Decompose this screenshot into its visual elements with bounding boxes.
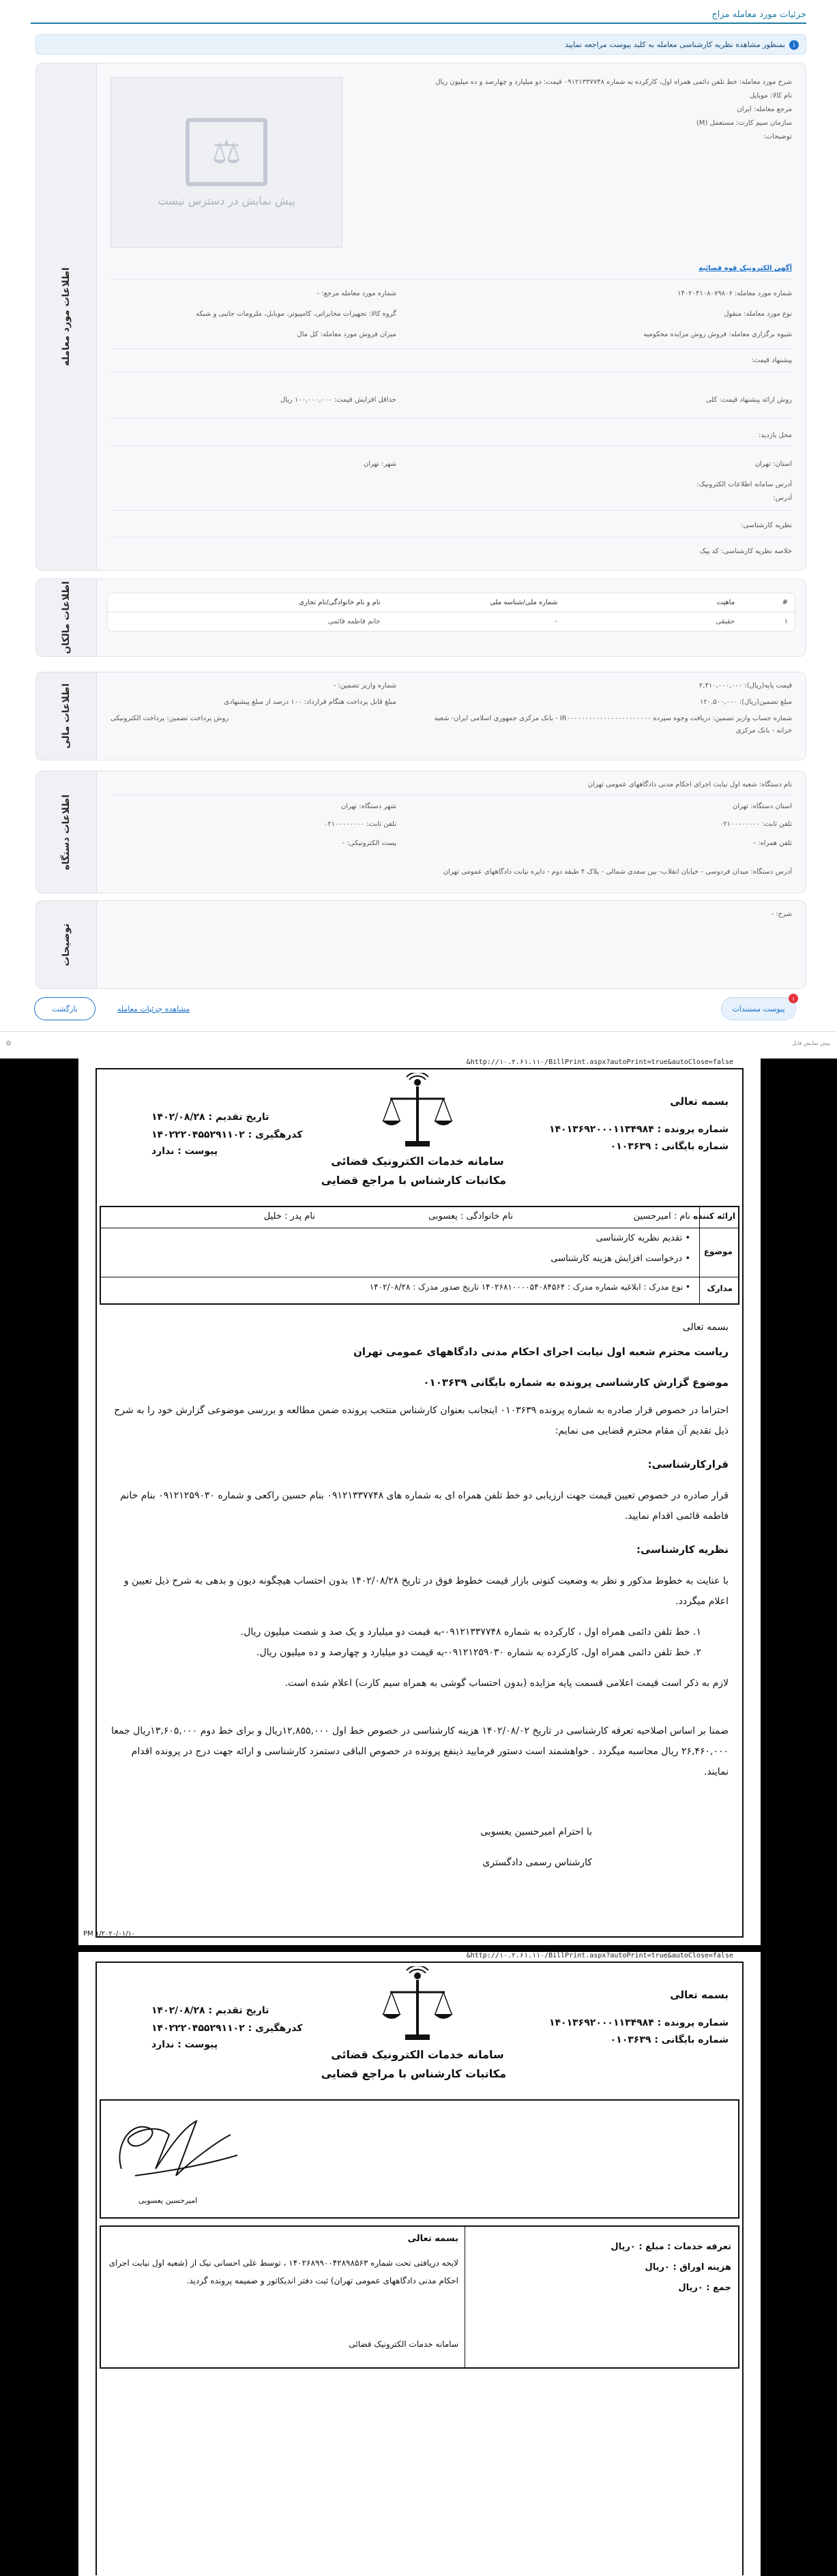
fin-line: قیمت پایه(ریال): ۲,۴۱۰,۰۰۰,۰۰۰	[699, 682, 792, 690]
col-type: ماهیت	[716, 599, 735, 606]
archive-number: شماره بایگانی : ۰۱۰۳۶۳۹	[610, 2034, 729, 2045]
field-e-address: آدرس سامانه اطلاعات الکترونیک:	[696, 481, 792, 488]
item-line: شرح مورد معامله: خط تلفن دائمی همراه اول، کارکرده به شماره ۰۹۱۲۱۳۳۷۷۴۸ قیمت: دو میلیارد و چهارصد و ده میلیون ریال	[435, 78, 792, 86]
report-title: موضوع گزارش کارشناسی پرونده به شماره بایگانی ۰۱۰۳۶۳۹	[423, 1376, 729, 1389]
submitter-first: نام : امیرحسین	[633, 1211, 690, 1222]
tracking-code: کدرهگیری : ۱۴۰۲۲۲۰۴۵۵۲۹۱۱۰۲	[151, 1129, 303, 1140]
system-title: سامانه خدمات الکترونیک قضائی	[331, 1155, 504, 1168]
signature-box	[100, 2099, 739, 2219]
court-line: تلفن همراه: -	[753, 840, 792, 847]
financial-section-label: اطلاعات مالی	[35, 672, 97, 760]
col-index: #	[782, 599, 788, 606]
owners-table	[107, 593, 795, 632]
page-frame	[96, 1961, 744, 2575]
field-deal-number: شماره مورد معامله: ۱۴۰۲۰۴۱۰۸۰۷۹۸۰۶	[677, 290, 792, 297]
desc-section-label: توضیحات	[35, 900, 97, 989]
field-visit-place: محل بازدید:	[758, 432, 792, 439]
divider	[111, 510, 792, 511]
court-line: استان دستگاه: تهران	[733, 803, 792, 810]
notice-banner	[35, 34, 806, 55]
tracking-code: کدرهگیری : ۱۴۰۲۲۲۰۴۵۵۲۹۱۱۰۲	[151, 2023, 303, 2034]
submitter-label: ارائه کننده	[693, 1211, 735, 1221]
page-footer: ۱/۲۰۲۰/۰۱/۱۰ PM	[83, 1930, 136, 1938]
desc-section-body	[97, 900, 806, 989]
receipt-title: بسمه تعالی	[407, 2234, 458, 2244]
case-number: شماره پرونده : ۱۴۰۱۳۶۹۲۰۰۰۱۱۳۴۹۸۴	[548, 1124, 729, 1135]
paragraph: با عنایت به خطوط مذکور و نظر به وضعیت کنونی بازار قیمت خطوط فوق در تاریخ ۱۴۰۲/۰۸/۲۸ بدون احتساب هیچگونه دیون و بدهی به شرح ذیل تعیین و اعلام میگردد.	[123, 1575, 729, 1607]
field-expert-opinion: نظریه کارشناسی:	[741, 522, 792, 529]
header-table	[100, 1206, 739, 1305]
price-item-2: ۲. خط تلفن دائمی همراه اول، کارکرده به شماره ۰۹۱۲۱۲۵۹۰۳۰-به قیمت دو میلیارد و چهارصد و ده میلیون ریال.	[256, 1647, 701, 1658]
order-heading: قرارکارشناسی:	[647, 1458, 729, 1470]
button-bar	[0, 997, 837, 1024]
viewer-title: پیش نمایش فایل	[791, 1040, 830, 1046]
page-title: جزئیات مورد معامله مزاج	[31, 10, 806, 24]
docs-label: مدارک	[707, 1284, 733, 1293]
archive-number: شماره بایگانی : ۰۱۰۳۶۳۹	[610, 1141, 729, 1152]
fin-line: شماره حساب واریز تضمین: دریافت وجوه سپرده IR۰۰۰۰۰۰۰۰۰۰۰۰۰۰۰۰۰۰۰۰۰۰۰ - بانک مرکزی جمهوری اسلامی ایران- شعبه	[434, 715, 792, 722]
receipt-text: لایحه دریافتی تحت شماره ۱۴۰۲۶۸۹۹۰۰۴۲۸۹۸۵۶۳ ، توسط علی احسانی نیک از (شعبه اول نیابت اجرای احکام مدنی دادگاههای عمومی تهران) ثبت دفتر اندیکاتور و ضمیمه پرونده گردید.	[108, 2258, 458, 2285]
court-line: تلفن ثابت: ۰۲۱۰۰۰۰۰۰۰۰	[323, 820, 396, 828]
paper-cost: هزینه اوراق : ۰ریال	[645, 2262, 731, 2272]
fin-line: مبلغ قابل پرداخت هنگام قرارداد: ۱۰۰ درصد از مبلغ پیشنهادی	[224, 698, 396, 706]
owners-section-body	[97, 578, 806, 657]
page-frame	[83, 1068, 744, 1938]
item-section	[35, 63, 806, 571]
opinion-heading: نظریه کارشناسی:	[636, 1543, 729, 1556]
field-address: آدرس:	[773, 494, 792, 502]
submitter-father: نام پدر : خلیل	[263, 1211, 315, 1222]
subject-label: موضوع	[703, 1247, 733, 1256]
receipt-table	[100, 2225, 739, 2369]
paragraph: احتراما در خصوص قرار صادره به شماره پرونده ۰۱۰۳۶۳۹ اینجانب بعنوان کارشناس منتخب پرونده ضمن مطالعه و بررسی موضوعی گزارش خود را به شرح ذیل تقدیم آن مقام محترم قضایی می نمایم:	[114, 1405, 729, 1436]
body-bismillah: بسمه تعالی	[682, 1322, 729, 1333]
fin-line: خزانه - بانک مرکزی	[735, 727, 792, 735]
paragraph: لازم به ذکر است قیمت اعلامی قسمت پایه مزایده (بدون احتساب گوشی به همراه سیم کارت) اعلام شده است.	[284, 1678, 729, 1689]
item-section-label: اطلاعات مورد معامله	[35, 63, 97, 571]
item-line: سازمان سیم کارت: مستعمل (M)	[696, 119, 792, 127]
view-details-link[interactable]: مشاهده جزئیات معامله	[117, 1004, 190, 1013]
document-page-1	[78, 1058, 761, 1945]
divider	[111, 279, 792, 280]
print-url: http://۱۰.۲.۶۱.۱۱۰/BillPrint.aspx?autoPrint=true&autoClose=false&	[466, 1952, 733, 1959]
bismillah: بسمه تعالی	[670, 1095, 729, 1108]
attachments-badge: ۱	[789, 994, 798, 1003]
attachments-button[interactable]: ۱ پیوست مستندات	[721, 997, 796, 1020]
signature-image	[108, 2107, 244, 2189]
image-placeholder-text: پیش نمایش در دسترس نیست	[158, 194, 295, 207]
subject-item: • تقدیم نظریه کارشناسی	[596, 1233, 690, 1243]
case-number: شماره پرونده : ۱۴۰۱۳۶۹۲۰۰۰۱۱۳۴۹۸۴	[548, 2017, 729, 2028]
court-line: نام دستگاه: شعبه اول نیابت اجرای احکام مدنی دادگاههای عمومی تهران	[587, 781, 792, 788]
gavel-icon: ⚖	[186, 118, 267, 186]
owners-section-label: اطلاعات مالکان	[35, 578, 97, 657]
docs-line: • نوع مدرک : ابلاغیه شماره مدرک : ۱۴۰۲۶۸۱۰۰۰۰۵۴۰۸۴۵۶۴ تاریخ صدور مدرک : ۱۴۰۲/۰۸/۲۸	[369, 1282, 690, 1292]
image-placeholder	[111, 77, 342, 248]
attachment-status: پیوست : ندارد	[151, 2039, 218, 2050]
field-opinion-summary: خلاصه نظریه کارشناسی: کد پیک	[699, 548, 792, 555]
fin-line: روش پرداخت تضمین: پرداخت الکترونیکی	[111, 715, 229, 722]
item-line: نام کالا: موبایل	[750, 92, 792, 100]
submit-date: تاریخ تقدیم : ۱۴۰۲/۰۸/۲۸	[151, 1112, 269, 1123]
justice-scale-icon	[377, 1073, 458, 1155]
back-button[interactable]: بازگشت	[34, 997, 96, 1020]
court-section	[35, 771, 806, 893]
justice-scale-icon	[377, 1966, 458, 2048]
owners-section	[35, 578, 806, 657]
field-bid: پیشنهاد قیمت:	[751, 357, 792, 364]
viewer-toolbar	[0, 1031, 837, 1058]
field-ref-number: شماره مورد معامله مرجع: -	[317, 290, 396, 297]
field-deal-type: نوع مورد معامله: منقول	[724, 310, 792, 318]
field-province: استان: تهران	[754, 460, 792, 468]
receipt-signature: سامانه خدمات الکترونیک قضائی	[349, 2339, 458, 2349]
table-row: ۱ حقیقی - خانم فاطمه قائمی	[327, 618, 788, 625]
fin-line: مبلغ تضمین(ریال): ۱۲۰,۵۰۰,۰۰۰	[699, 698, 792, 706]
system-subtitle: مکاتبات کارشناس با مراجع قضایی	[321, 2067, 506, 2080]
ad-link[interactable]: آگهی الکترونیک قوه قضائیه	[699, 265, 792, 272]
field-min-increase: حداقل افزایش قیمت: ۱۰۰,۰۰۰,۰۰۰ ریال	[280, 396, 396, 404]
regards: با احترام امیرحسین یعسوبی	[480, 1826, 592, 1837]
deal-details-panel	[0, 0, 837, 1031]
court-line: پست الکترونیکی: -	[342, 840, 396, 847]
submitter-last: نام خانوادگی : یعسوبی	[428, 1211, 513, 1222]
fin-line: شماره واریز تضمین: -	[333, 682, 396, 690]
signer-title: کارشناس رسمی دادگستری	[482, 1857, 592, 1868]
field-bid-method: روش ارائه پیشنهاد قیمت: کلی	[705, 396, 792, 404]
desc-line: شرح: -	[771, 911, 792, 918]
info-icon: i	[789, 40, 799, 50]
court-section-label: اطلاعات دستگاه	[35, 771, 97, 893]
court-line: تلفن ثابت: ۰۲۱۰۰۰۰۰۰۰۰	[719, 820, 792, 828]
court-section-body	[97, 771, 806, 893]
item-section-body	[97, 63, 806, 571]
item-line: مرجع معامله: ایران	[737, 106, 792, 113]
paragraph: قرار صادره در خصوص تعیین قیمت جهت ارزیابی دو خط تلفن همراه ای به شماره های ۰۹۱۲۱۳۳۷۷۴۸ بنام حسین راکعی و شماره ۰۹۱۲۱۲۵۹۰۳۰ بنام خانم فاطمه قائمی اقدام نمایید.	[120, 1490, 729, 1522]
price-item-1: ۱. خط تلفن دائمی همراه اول ، کارکرده به شماره ۰۹۱۲۱۳۳۷۷۴۸-به قیمت دو میلیارد و یک صد و شصت میلیون ریال.	[240, 1627, 701, 1638]
divider	[111, 418, 792, 419]
court-line: آدرس دستگاه: میدان فردوسی - خیابان انقلاب- بین سعدی شمالی - پلاک ۴ طبقه دوم - دایره نیابت دادگاههای عمومی تهران	[443, 868, 792, 876]
signer-name: امیرحسین یعسوبی	[138, 2196, 198, 2205]
addressee: ریاست محترم شعبه اول نیابت اجرای احکام مدنی دادگاههای عمومی تهران	[353, 1346, 729, 1358]
col-national-id: شماره ملی/شناسه ملی	[490, 599, 558, 606]
document-page-2	[78, 1952, 761, 2576]
attachment-status: پیوست : ندارد	[151, 1146, 218, 1157]
field-goods-group: گروه کالا: تجهیزات مخابراتی، کامپیوتر، موبایل، ملزومات جانبی و شبکه	[196, 310, 396, 318]
owners-table-header	[108, 593, 795, 612]
total: جمع : ۰ریال	[678, 2283, 731, 2293]
field-method: شیوه برگزاری معامله: فروش روش مزایده محکومیه	[643, 331, 792, 338]
col-name: نام و نام خانوادگی/نام تجاری	[299, 599, 381, 606]
fee-line: تعرفه خدمات : مبلغ : ۰ریال	[611, 2242, 731, 2252]
field-city: شهر: تهران	[363, 460, 396, 468]
financial-section-body	[97, 672, 806, 760]
system-title: سامانه خدمات الکترونیک قضائی	[331, 2048, 504, 2061]
document-viewer	[0, 1058, 837, 2576]
financial-section	[35, 672, 806, 760]
notice-text: بمنظور مشاهده نظریه کارشناسی معامله به کلید پیوست مراجعه نمایید	[565, 40, 785, 49]
bismillah: بسمه تعالی	[670, 1989, 729, 2001]
item-line: توضیحات:	[763, 133, 792, 140]
court-line: شهر دستگاه: تهران	[341, 803, 396, 810]
submit-date: تاریخ تقدیم : ۱۴۰۲/۰۸/۲۸	[151, 2005, 269, 2016]
field-sale-amount: میزان فروش مورد معامله: کل مال	[297, 331, 396, 338]
system-subtitle: مکاتبات کارشناس با مراجع قضایی	[321, 1174, 506, 1187]
desc-section	[35, 900, 806, 989]
divider	[111, 445, 792, 446]
print-url: http://۱۰.۲.۶۱.۱۱۰/BillPrint.aspx?autoPrint=true&autoClose=false&	[466, 1058, 733, 1066]
paragraph: ضمنا بر اساس اصلاحیه تعرفه کارشناسی در تاریخ ۱۴۰۲/۰۸/۰۲ هزینه کارشناسی در خصوص خط اول ۱۲,۸۵۵,۰۰۰ریال و برای خط دوم ۱۳,۶۰۵,۰۰۰ریال جمعا ۲۶,۴۶۰,۰۰۰ ریال محاسبه میگردد . خواهشمند است دستور فرمایید ذینفع پرونده در خصوص الباقی دستمزد کارشناسی و ارائه جهت درج در پرونده اقدام نمایند.	[111, 1726, 729, 1777]
settings-icon[interactable]: ⚙	[5, 1040, 12, 1048]
subject-item: • درخواست افزایش هزینه کارشناسی	[550, 1254, 690, 1264]
